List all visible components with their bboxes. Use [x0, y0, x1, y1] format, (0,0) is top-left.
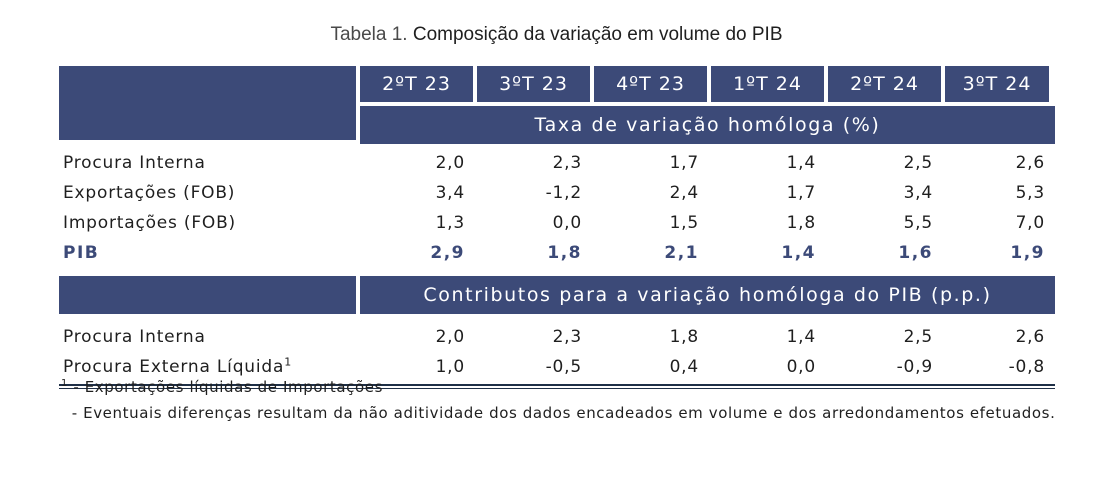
section-header-corner: [59, 276, 356, 314]
section-header-row: [59, 102, 1055, 140]
table-cell: 5,5: [903, 213, 933, 233]
table-cell: 1,3: [435, 213, 465, 233]
table-cell: -0,9: [896, 357, 933, 377]
table-cell: 1,4: [786, 327, 816, 347]
table-cell: 0,0: [552, 213, 582, 233]
table-title: [0, 22, 1113, 48]
row-label: Importações (FOB): [63, 213, 236, 233]
row-label: Exportações (FOB): [63, 183, 236, 203]
table-row: [59, 148, 1055, 178]
section-header-growth-rate: Taxa de variação homóloga (%): [360, 102, 1055, 144]
table-cell: 1,5: [669, 213, 699, 233]
table-cell: 2,0: [435, 153, 465, 173]
table-cell: 3,4: [903, 183, 933, 203]
table-cell: 2,3: [552, 153, 582, 173]
footnotes: [61, 374, 1061, 426]
table-cell: 1,6: [898, 243, 933, 263]
column-header-3t23: 3ºT 23: [477, 66, 590, 102]
table-title-prefix: Tabela 1.: [330, 24, 408, 45]
table-cell: 1,8: [669, 327, 699, 347]
table-cell: 5,3: [1015, 183, 1045, 203]
table-row-pib: [59, 238, 1055, 268]
table-cell: 2,3: [552, 327, 582, 347]
section-header-corner: [59, 98, 356, 140]
footnote-1: [61, 374, 1061, 400]
row-label-pib: PIB: [63, 243, 100, 263]
table-cell: 2,0: [435, 327, 465, 347]
table-cell: 1,9: [1010, 243, 1045, 263]
table-cell: 3,4: [435, 183, 465, 203]
table-row: [59, 178, 1055, 208]
table-cell: 1,0: [435, 357, 465, 377]
table-cell: 0,4: [669, 357, 699, 377]
section-header-contributions: Contributos para a variação homóloga do PIB (p.p.): [360, 276, 1055, 314]
column-header-4t23: 4ºT 23: [594, 66, 707, 102]
table-cell: 1,8: [547, 243, 582, 263]
footnote-2-text: - Eventuais diferenças resultam da não aditividade dos dados encadeados em volume e dos arredondamentos efetuados.: [71, 404, 1056, 422]
table-cell: 1,7: [669, 153, 699, 173]
footnote-1-marker: 1: [61, 378, 68, 389]
table-cell: 2,4: [669, 183, 699, 203]
table-cell: 1,7: [786, 183, 816, 203]
footnote-1-text: - Exportações líquidas de Importações: [67, 378, 384, 396]
footnote-marker: 1: [284, 355, 293, 369]
table-cell: 2,5: [903, 327, 933, 347]
table-cell: -0,8: [1008, 357, 1045, 377]
pib-table: [59, 66, 1055, 389]
header-corner-cell: [59, 66, 356, 102]
table-cell: 2,1: [664, 243, 699, 263]
column-header-3t24: 3ºT 24: [945, 66, 1049, 102]
table-cell: -1,2: [545, 183, 582, 203]
table-cell: 2,6: [1015, 327, 1045, 347]
table-cell: 7,0: [1015, 213, 1045, 233]
column-header-1t24: 1ºT 24: [711, 66, 824, 102]
table-cell: 1,8: [786, 213, 816, 233]
table-row: [59, 208, 1055, 238]
row-label-text: Procura Externa Líquida: [63, 357, 285, 377]
column-header-2t23: 2ºT 23: [360, 66, 473, 102]
table-row: [59, 322, 1055, 352]
table-cell: 1,4: [786, 153, 816, 173]
column-header-row: [59, 66, 1055, 102]
table-cell: 1,4: [781, 243, 816, 263]
footnote-2: [61, 400, 1061, 426]
table-title-text: Composição da variação em volume do PIB: [412, 24, 783, 45]
table-cell: 2,5: [903, 153, 933, 173]
table-cell: 0,0: [786, 357, 816, 377]
row-label: Procura Interna: [63, 327, 206, 347]
table-cell: 2,9: [430, 243, 465, 263]
table-cell: -0,5: [545, 357, 582, 377]
column-header-2t24: 2ºT 24: [828, 66, 941, 102]
row-label: Procura Interna: [63, 153, 206, 173]
table-cell: 2,6: [1015, 153, 1045, 173]
section-header-row: [59, 276, 1055, 314]
